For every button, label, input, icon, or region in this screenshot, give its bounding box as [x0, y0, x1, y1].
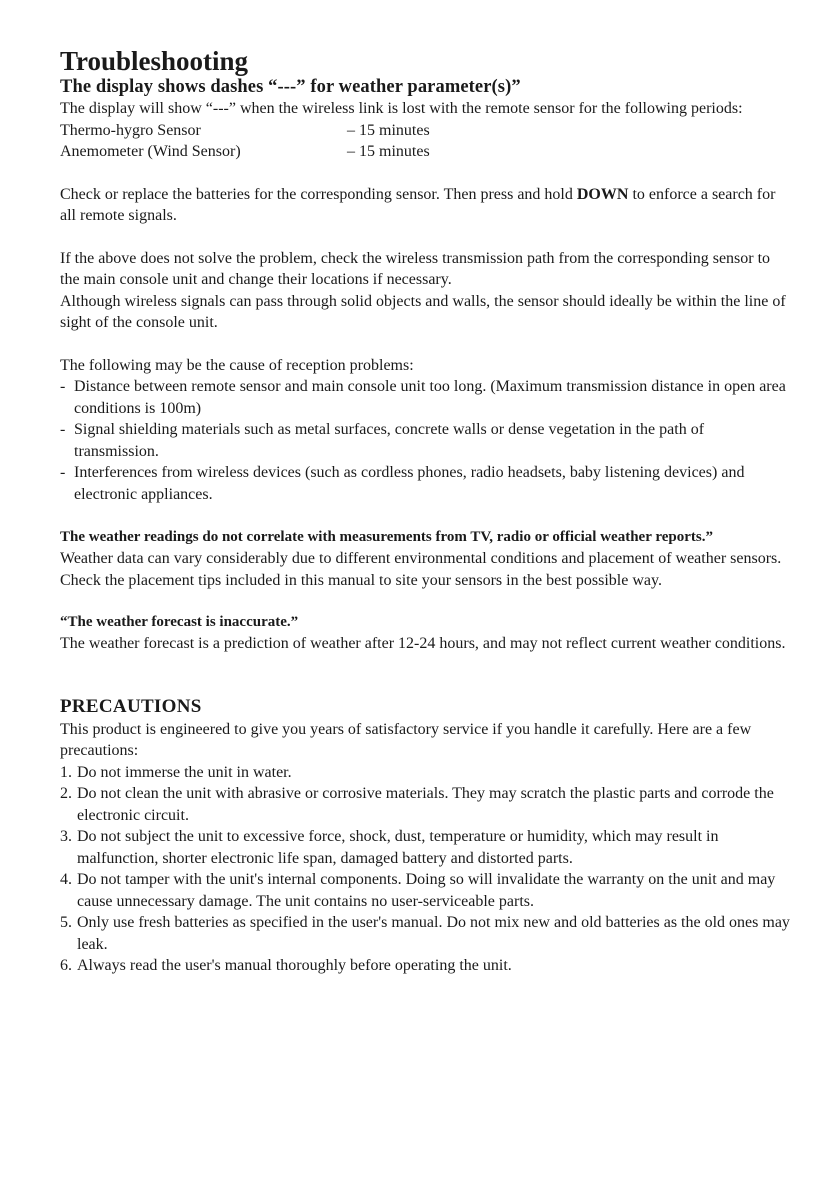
check-batteries-text: Check or replace the batteries for the corresponding sensor. Then press and hold DOWN to enforce a search for all remote signals. [60, 185, 776, 224]
list-item: 2. Do not clean the unit with abrasive or corrosive materials. They may scratch the plastic parts and corrode the electronic circuit. [60, 785, 774, 824]
precautions-intro: This product is engineered to give you years of satisfactory service if you handle it carefully. Here are a few precautions: [60, 720, 752, 759]
precautions-list [60, 762, 790, 977]
page-title: Troubleshooting [60, 46, 249, 76]
sensor-row [60, 120, 790, 142]
list-item: - Distance between remote sensor and main console unit too long. (Maximum transmission distance in open area conditions is 100m) [60, 378, 786, 417]
down-button-label: DOWN [576, 185, 629, 203]
list-item: 1. Do not immerse the unit in water. [60, 763, 292, 781]
manual-page [60, 46, 790, 977]
line-of-sight-paragraph: Although wireless signals can pass through solid objects and walls, the sensor should ideally be within the line of sight of the console unit. [60, 292, 786, 331]
placement-tips-paragraph: Check the placement tips included in this manual to site your sensors in the best possible way. [60, 571, 662, 589]
forecast-paragraph: The weather forecast is a prediction of weather after 12-24 hours, and may not reflect current weather conditions. [60, 635, 786, 652]
list-item: 3. Do not subject the unit to excessive force, shock, dust, temperature or humidity, which may result in malfunction, shorter electronic life span, damaged battery and distorted parts. [60, 828, 719, 867]
precautions-title: PRECAUTIONS [60, 695, 202, 717]
list-item: - Interferences from wireless devices (such as cordless phones, radio headsets, baby listening devices) and electronic appliances. [60, 464, 745, 503]
dashes-intro: The display will show “---” when the wireless link is lost with the remote sensor for the following periods: [60, 100, 743, 117]
list-item: 6. Always read the user's manual thoroughly before operating the unit. [60, 957, 512, 974]
sensor-row [60, 141, 790, 163]
sensor-name: Thermo-hygro Sensor [60, 121, 201, 139]
forecast-heading: “The weather forecast is inaccurate.” [60, 614, 299, 630]
dashes-heading: The display shows dashes “---” for weather parameter(s)” [60, 77, 521, 97]
sensor-name: Anemometer (Wind Sensor) [60, 143, 241, 160]
path-paragraph: If the above does not solve the problem, check the wireless transmission path from the corresponding sensor to the main console unit and change their locations if necessary. [60, 249, 771, 288]
list-item: - Signal shielding materials such as metal surfaces, concrete walls or dense vegetation in the path of transmission. [60, 421, 705, 460]
correlate-heading: The weather readings do not correlate with measurements from TV, radio or official weather reports.” [60, 529, 713, 545]
sensor-period: – 15 minutes [347, 143, 430, 160]
sensor-period: – 15 minutes [347, 121, 430, 139]
causes-intro: The following may be the cause of reception problems: [60, 356, 414, 374]
list-item: 5. Only use fresh batteries as specified in the user's manual. Do not mix new and old batteries as the old ones may leak. [60, 914, 790, 953]
correlate-paragraph: Weather data can vary considerably due to different environmental conditions and placement of weather sensors. [60, 550, 782, 567]
causes-list [60, 376, 790, 505]
list-item: 4. Do not tamper with the unit's internal components. Doing so will invalidate the warranty on the unit and may cause unnecessary damage. The unit contains no user-serviceable parts. [60, 871, 776, 910]
